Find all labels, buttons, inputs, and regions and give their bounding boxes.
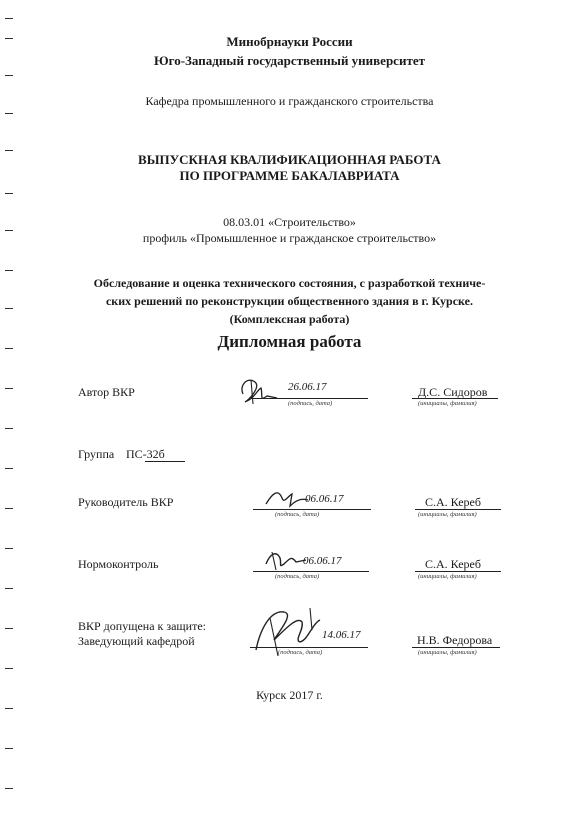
work-type-line1: ВЫПУСКНАЯ КВАЛИФИКАЦИОННАЯ РАБОТА bbox=[138, 152, 441, 167]
supervisor-name-line bbox=[415, 509, 501, 510]
normcontrol-name-line bbox=[415, 571, 501, 572]
supervisor-sign-caption: (подпись, дата) bbox=[275, 511, 320, 518]
work-type-line2: ПО ПРОГРАММЕ БАКАЛАВРИАТА bbox=[179, 168, 400, 183]
topic-line2: ских решений по реконструкции общественного здания в г. Курске. bbox=[105, 294, 473, 308]
margin-tick bbox=[5, 75, 13, 76]
ministry-name: Минобрнауки России bbox=[226, 34, 353, 49]
margin-tick bbox=[5, 628, 13, 629]
margin-tick bbox=[5, 388, 13, 389]
supervisor-label: Руководитель ВКР bbox=[78, 495, 174, 509]
margin-tick bbox=[5, 748, 13, 749]
group-value: ПС-32б bbox=[126, 447, 165, 461]
head-name: Н.В. Федорова bbox=[417, 633, 493, 647]
university-name: Юго-Западный государственный университет bbox=[154, 53, 425, 68]
margin-tick bbox=[5, 468, 13, 469]
margin-tick bbox=[5, 668, 13, 669]
normcontrol-sign-date: 06.06.17 bbox=[303, 555, 342, 567]
topic-line1: Обследование и оценка технического состояния, с разработкой техниче- bbox=[93, 276, 486, 290]
head-of-department-label: Заведующий кафедрой bbox=[78, 634, 195, 648]
group-label: Группа bbox=[78, 447, 115, 461]
program-profile: профиль «Промышленное и гражданское строительство» bbox=[142, 231, 437, 245]
supervisor-sign-date: 06.06.17 bbox=[305, 493, 344, 505]
normcontrol-sign-line bbox=[253, 571, 369, 572]
margin-tick bbox=[5, 113, 13, 114]
city-year: Курск 2017 г. bbox=[256, 688, 323, 702]
margin-tick bbox=[5, 708, 13, 709]
margin-tick bbox=[5, 588, 13, 589]
margin-tick bbox=[5, 548, 13, 549]
author-name-line bbox=[412, 398, 498, 399]
margin-tick bbox=[5, 508, 13, 509]
margin-tick bbox=[5, 150, 13, 151]
head-sign-date: 14.06.17 bbox=[322, 629, 361, 641]
author-name-caption: (инициалы, фамилия) bbox=[418, 400, 477, 407]
supervisor-name: С.А. Кереб bbox=[425, 495, 481, 509]
margin-tick bbox=[5, 270, 13, 271]
head-sign-line bbox=[250, 647, 368, 648]
department-name: Кафедра промышленного и гражданского строительства bbox=[145, 94, 434, 108]
author-name: Д.С. Сидоров bbox=[418, 385, 488, 399]
topic-line3: (Комплексная работа) bbox=[229, 312, 350, 326]
author-sign-line bbox=[250, 398, 368, 399]
margin-tick bbox=[5, 18, 13, 19]
normcontrol-name-caption: (инициалы, фамилия) bbox=[418, 573, 477, 580]
normcontrol-name: С.А. Кереб bbox=[425, 557, 481, 571]
supervisor-sign-line bbox=[253, 509, 371, 510]
author-sign-caption: (подпись, дата) bbox=[288, 400, 333, 407]
admission-label: ВКР допущена к защите: bbox=[78, 619, 206, 633]
author-sign-date: 26.06.17 bbox=[288, 381, 327, 393]
normcontrol-label: Нормоконтроль bbox=[78, 557, 159, 571]
group-underline bbox=[145, 461, 185, 462]
normcontrol-sign-caption: (подпись, дата) bbox=[275, 573, 320, 580]
program-code: 08.03.01 «Строительство» bbox=[223, 215, 356, 229]
document-title: Дипломная работа bbox=[217, 332, 362, 351]
head-name-line bbox=[412, 647, 500, 648]
head-sign-caption: (подпись, дата) bbox=[278, 649, 323, 656]
supervisor-name-caption: (инициалы, фамилия) bbox=[418, 511, 477, 518]
author-label: Автор ВКР bbox=[78, 385, 135, 399]
margin-tick bbox=[5, 788, 13, 789]
head-name-caption: (инициалы, фамилия) bbox=[418, 649, 477, 656]
margin-tick bbox=[5, 193, 13, 194]
margin-tick bbox=[5, 428, 13, 429]
